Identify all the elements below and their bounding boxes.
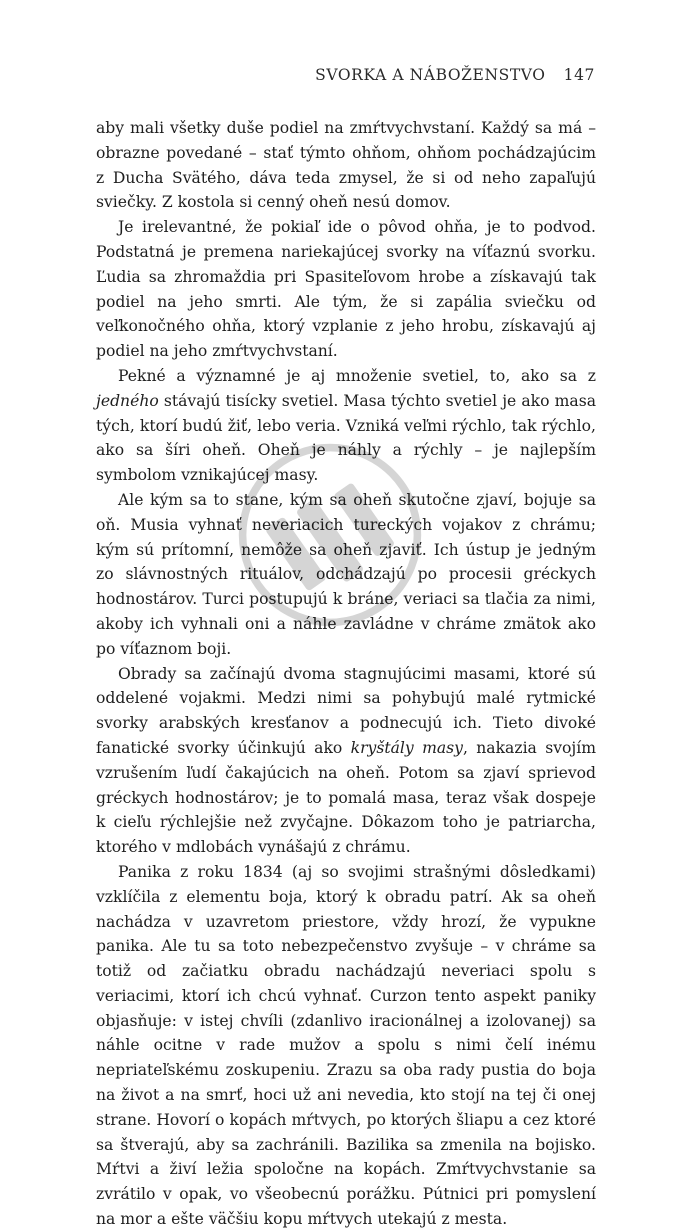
text-run: stávajú tisícky svetiel. Masa týchto svetiel je ako masa tých, ktorí budú žiť, lebo veria. Vzniká veľmi rýchlo, tak rýchlo, ako sa šíri oheň. Oheň je náhly a rýchly – je najlepším symbolom vznikajúcej masy. [96, 391, 596, 485]
paragraph-4 [96, 488, 596, 662]
text-run: Ale kým sa to stane, kým sa oheň skutočne zjaví, bojuje sa oň. Musia vyhnať neveriacich tureckých vojakov z chrámu; kým sú prítomní, nemôže sa oheň zjaviť. Ich ústup je jedným zo slávnostných rituálov, odchádzajú po procesii gréckych hodnostárov. Turci postupujú k bráne, veriaci sa tlačia za nimi, akoby ich vyhnali oni a náhle zavládne v chráme zmätok ako po víťaznom boji. [96, 490, 596, 658]
text-run: Pekné a významné je aj množenie svetiel, to, ako sa z [118, 366, 596, 385]
text-run: Panika z roku 1834 (aj so svojimi strašnými dôsledkami) vzklíčila z elementu boja, ktorý k obradu patrí. Ak sa oheň nachádza v uzavretom priestore, vždy hrozí, že vypukne panika. Ale tu sa toto nebezpečenstvo zvyšuje – v chráme sa totiž od začiatku obradu nachádzajú neveriaci spolu s veriacimi, ktorí ich chcú vyhnať. Curzon tento aspekt paniky objasňuje: v istej chvíli (zdanlivo iracionálnej a izolovanej) sa náhle ocitne v rade mužov a spolu s nimi čelí inému nepriateľskému zoskupeniu. Zrazu sa oba rady pustia do boja na život a na smrť, hoci už ani nevedia, kto stojí na tej či onej strane. Hovorí o kopách mŕtvych, po ktorých šliapu a cez ktoré sa štverajú, aby sa zachránili. Bazilika sa zmenila na bojisko. Mŕtvi a živí ležia spoločne na kopách. Zmŕtvychvstanie sa zvrátilo v opak, vo všeobecnú porážku. Pútnici pri pomyslení na mor a ešte väčšiu kopu mŕtvych utekajú z mesta. [96, 862, 596, 1229]
italic-text-run: jedného [96, 391, 159, 410]
text-run: Je irelevantné, že pokiaľ ide o pôvod ohňa, je to podvod. Podstatná je premena nariekajúcej svorky na víťaznú svorku. Ľudia sa zhromaždia pri Spasiteľovom hrobe a získavajú tak podiel na jeho smrti. Ale tým, že si zapália sviečku od veľkonočného ohňa, ktorý vzplanie z jeho hrobu, získavajú aj podiel na jeho zmŕtvychvstaní. [96, 218, 596, 361]
paragraph-2 [96, 215, 596, 364]
paragraph-3 [96, 364, 596, 488]
paragraph-1 [96, 116, 596, 215]
text-run: , nakazia svojím vzrušením ľudí čakajúcich na oheň. Potom sa zjaví sprievod gréckych hodnostárov; je to pomalá masa, teraz však dospeje k cieľu rýchlejšie než zvyčajne. Dôkazom toho je patriarcha, ktorého v mdlobách vynášajú z chrámu. [96, 738, 596, 857]
text-run: aby mali všetky duše podiel na zmŕtvychvstaní. Každý sa má – obrazne povedané – stať týmto ohňom, ohňom pochádzajúcim z Ducha Svätého, dáva teda zmysel, že si od neho zapaľujú sviečky. Z kostola si cenný oheň nesú domov. [96, 119, 596, 212]
text-run: Obrady sa začínajú dvoma stagnujúcimi masami, ktoré sú oddelené vojakmi. Medzi nimi sa pohybujú malé rytmické svorky arabských kresťanov a podnecujú ich. Tieto divoké fanatické svorky účinkujú ako [96, 664, 596, 757]
body-text [96, 116, 596, 1232]
page-number: 147 [563, 66, 595, 84]
running-header [0, 66, 595, 84]
paragraph-5 [96, 662, 596, 860]
italic-text-run: kryštály masy [350, 738, 463, 757]
paragraph-6 [96, 860, 596, 1232]
running-title: SVORKA A NÁBOŽENSTVO [315, 66, 546, 84]
